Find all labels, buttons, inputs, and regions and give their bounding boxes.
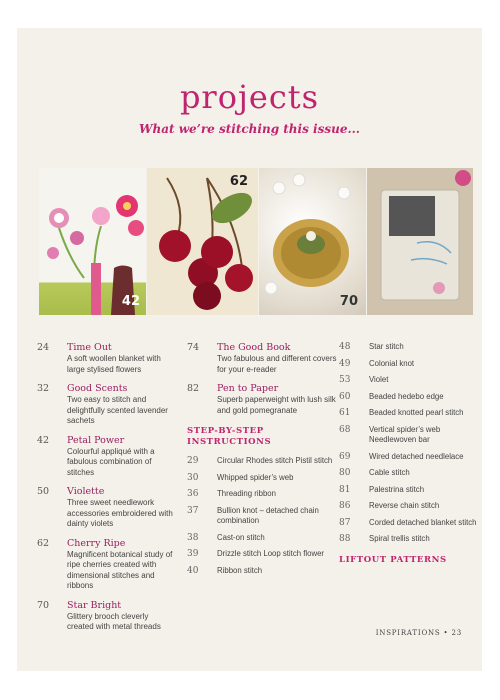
page-number: 82 — [187, 383, 200, 394]
stitch-entry[interactable] — [339, 468, 479, 479]
stitch-entry[interactable] — [187, 456, 337, 467]
stitch-entry[interactable] — [339, 452, 479, 463]
project-description: Superb paperweight with lush silk and gold pomegranate — [217, 395, 336, 415]
stitch-entry[interactable] — [339, 425, 479, 446]
stitch-name: Reverse chain stitch — [369, 501, 440, 510]
project-entry[interactable] — [37, 383, 177, 427]
stitch-entry[interactable] — [339, 359, 479, 370]
page-number: 80 — [339, 468, 351, 478]
page-number: 70 — [37, 599, 50, 611]
photo-page-number: 42 — [121, 294, 140, 309]
page-footer: INSPIRATIONS • 23 — [375, 629, 462, 637]
stitch-name: Wired detached needlelace — [369, 451, 464, 461]
page-number: 49 — [339, 358, 351, 369]
stitch-name: Ribbon stitch — [217, 565, 263, 575]
stitch-name: Beaded knotted pearl stitch — [369, 408, 464, 417]
stitch-name: Cable stitch — [369, 468, 410, 477]
project-title: Cherry Ripe — [67, 537, 126, 549]
magazine-page — [17, 28, 482, 671]
stitch-entry[interactable] — [187, 549, 337, 560]
project-description: Magnificent botanical study of ripe cherries created with dimensional stitches and ribbons — [67, 549, 173, 590]
page-number: 29 — [187, 456, 199, 466]
page-number: 50 — [37, 486, 50, 497]
project-description: Two fabulous and different covers for your e-reader — [217, 354, 337, 374]
projects-column-2 — [187, 342, 337, 582]
page-number: 62 — [37, 537, 50, 549]
page-number: 87 — [339, 517, 351, 528]
project-title: Time Out — [67, 342, 112, 353]
stitch-name: Cast-on stitch — [217, 532, 265, 542]
stitch-entry[interactable] — [339, 518, 479, 529]
stitch-entry[interactable] — [339, 534, 479, 545]
project-title: Petal Power — [67, 434, 125, 446]
page-number: 86 — [339, 501, 351, 511]
page-title: projects — [179, 78, 320, 116]
projects-column-1 — [37, 342, 177, 641]
stitch-entry[interactable] — [187, 473, 337, 484]
page-number: 53 — [339, 375, 351, 385]
stitch-name: Palestrina stitch — [369, 484, 425, 494]
page-number: 32 — [37, 383, 50, 394]
stitch-name: Vertical spider’s web Needlewoven bar — [369, 424, 441, 444]
page-number: 39 — [187, 549, 199, 559]
page-number: 36 — [187, 489, 199, 499]
page-number: 74 — [187, 342, 200, 353]
photo-page-number: 62 — [229, 174, 248, 189]
project-description: Colourful appliqué with a fabulous combination of stitches — [67, 446, 155, 477]
page-number: 40 — [187, 565, 199, 576]
page-number: 24 — [37, 342, 50, 353]
page-subtitle: What we’re stitching this issue... — [139, 122, 360, 136]
project-description: Glittery brooch cleverly created with metal threads — [67, 611, 161, 631]
stitches-column-3 — [339, 342, 479, 574]
page-number: 38 — [187, 532, 199, 543]
project-title: Star Bright — [67, 599, 122, 611]
stitch-name: Spiral trellis stitch — [369, 534, 430, 543]
page-number: 48 — [339, 342, 351, 352]
project-description: A soft woollen blanket with large stylised flowers — [67, 354, 161, 374]
photo-page-number: 70 — [339, 294, 358, 309]
stitch-entry[interactable] — [339, 392, 479, 403]
page-number: 81 — [339, 484, 351, 495]
stitch-entry[interactable] — [339, 342, 479, 353]
stitch-name: Threading ribbon — [217, 489, 276, 498]
page-number: 30 — [187, 472, 199, 483]
brooch-photo — [259, 168, 366, 315]
project-title: Violette — [67, 486, 105, 497]
stitch-name: Violet — [369, 375, 389, 384]
project-entry[interactable] — [187, 383, 337, 416]
page-number: 61 — [339, 408, 351, 418]
stitch-entry[interactable] — [187, 566, 337, 577]
page-number: 88 — [339, 534, 351, 544]
ereader-cover-photo — [367, 168, 473, 315]
project-entry[interactable] — [37, 342, 177, 375]
photo-strip — [39, 168, 473, 315]
page-number: 37 — [187, 505, 199, 516]
stitch-entry[interactable] — [339, 408, 479, 419]
flowers-photo — [39, 168, 146, 315]
stitch-entry[interactable] — [187, 533, 337, 544]
stitch-name: Colonial knot — [369, 358, 415, 368]
step-by-step-heading: STEP-BY-STEP INSTRUCTIONS — [187, 426, 272, 447]
stitch-name: Beaded hedebo edge — [369, 391, 444, 401]
stitch-entry[interactable] — [339, 485, 479, 496]
page-number: 69 — [339, 451, 351, 462]
stitch-entry[interactable] — [187, 506, 337, 527]
page-number: 60 — [339, 391, 351, 402]
project-entry[interactable] — [37, 486, 177, 530]
liftout-heading: LIFTOUT PATTERNS — [339, 554, 447, 565]
stitch-name: Drizzle stitch Loop stitch flower — [217, 549, 325, 558]
stitch-name: Circular Rhodes stitch Pistil stitch — [217, 456, 333, 465]
project-description: Three sweet needlework accessories embroidered with dainty violets — [67, 498, 173, 528]
stitch-name: Star stitch — [369, 342, 404, 351]
project-entry[interactable] — [187, 342, 337, 375]
project-description: Two easy to stitch and delightfully scented lavender sachets — [67, 395, 168, 425]
stitch-name: Bullion knot – detached chain combination — [217, 505, 319, 525]
stitch-entry[interactable] — [187, 489, 337, 500]
project-entry[interactable] — [37, 435, 177, 479]
page-number: 68 — [339, 424, 351, 435]
stitch-name: Whipped spider’s web — [217, 472, 294, 482]
project-entry[interactable] — [37, 538, 177, 592]
project-title: Pen to Paper — [217, 383, 279, 394]
page-number: 42 — [37, 434, 50, 446]
project-title: Good Scents — [67, 383, 128, 394]
cherries-photo — [147, 168, 258, 315]
project-entry[interactable] — [37, 600, 177, 633]
project-title: The Good Book — [217, 342, 291, 353]
stitch-entry[interactable] — [339, 501, 479, 512]
stitch-entry[interactable] — [339, 375, 479, 386]
stitch-name: Corded detached blanket stitch — [369, 517, 477, 527]
